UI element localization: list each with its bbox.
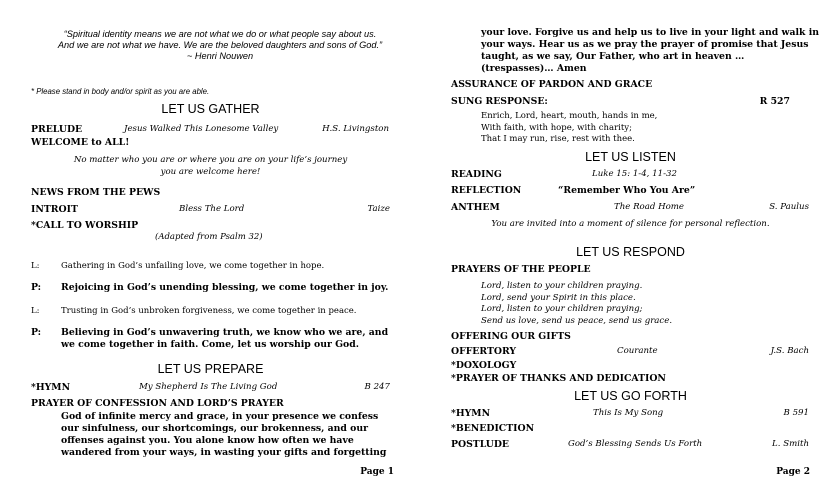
news-label: NEWS FROM THE PEWS [31,187,161,198]
offertory-title: Courante [617,346,658,356]
hymn-title: This Is My Song [593,408,664,418]
listen-header: LET US LISTEN [585,150,676,164]
sung-response-text [481,111,657,146]
page-number: Page 1 [360,467,394,477]
silence-note: You are invited into a moment of silence for personal reflection. [491,219,770,229]
welcome-line: No matter who you are or where you are on your life’s journey [73,155,348,165]
welcome-line: you are welcome here! [160,166,261,177]
thanks-label: *PRAYER OF THANKS AND DEDICATION [451,373,666,384]
liturgy-speaker: P: [31,282,42,293]
introit-composer: Taize [367,204,390,214]
liturgy-line: Trusting in God’s unbroken forgiveness, we come together in peace. [61,306,357,316]
anthem-composer: S. Paulus [769,202,809,212]
gather-header: LET US GATHER [161,102,260,116]
sung-line: With faith, with hope, with charity; [481,122,632,133]
hymn-label: *HYMN [31,382,71,393]
offering-label: OFFERING OUR GIFTS [451,331,571,342]
postlude-composer: L. Smith [772,439,809,449]
liturgy-line: Rejoicing in God’s unending blessing, we come together in joy. [61,282,389,293]
confession-line: your love. Forgive us and help us to live in your light and walk in [481,27,819,38]
liturgy-speaker: L: [31,306,40,316]
offertory-composer: J.S. Bach [770,346,809,356]
prepare-header: LET US PREPARE [157,362,264,376]
sung-line: Enrich, Lord, heart, mouth, hands in me, [481,111,658,121]
prayer-line: Send us love, send us peace, send us grace. [481,315,673,326]
hymn-title: My Shepherd Is The Living God [139,382,278,392]
adapted-note: (Adapted from Psalm 32) [155,232,263,242]
quote-line: “Spiritual identity means we are not what we do or what people say about us. [63,29,377,39]
hymn-number: B 247 [364,382,390,392]
confession-label: PRAYER OF CONFESSION AND LORD’S PRAYER [31,398,284,409]
confession-line: (trespasses)… Amen [481,63,587,74]
postlude-label: POSTLUDE [451,439,510,450]
prelude-label: PRELUDE [31,124,83,135]
confession-line: your ways. Hear us as we pray the prayer of promise that Jesus [481,39,809,50]
benediction-label: *BENEDICTION [451,423,535,434]
respond-header: LET US RESPOND [576,245,685,259]
welcome-label: WELCOME to ALL! [31,137,130,148]
prayer-line: Lord, send your Spirit in this place. [481,292,636,303]
assurance-label: ASSURANCE OF PARDON AND GRACE [451,79,653,90]
prelude-title: Jesus Walked This Lonesome Valley [124,124,279,134]
reading-reference: Luke 15: 1-4, 11-32 [592,169,677,179]
introit-title: Bless The Lord [179,204,245,214]
liturgy-line: Believing in God’s unwavering truth, we know who we are, and [61,327,389,338]
sung-line: That I may run, rise, rest with thee. [481,134,635,144]
confession-line: our sinfulness, our shortcomings, our brokenness, and our [61,423,369,434]
reflection-title: “Remember Who You Are” [558,185,696,196]
offertory-label: OFFERTORY [451,346,517,357]
prayer-line: Lord, listen to your children praying. [481,281,643,291]
sung-response-label: SUNG RESPONSE: [451,96,548,107]
reflection-label: REFLECTION [451,185,522,196]
confession-line: taught, as we say, Our Father, who art in heaven … [481,51,745,62]
introit-label: INTROIT [31,204,78,215]
call-to-worship-label: *CALL TO WORSHIP [31,220,139,231]
anthem-label: ANTHEM [451,202,500,213]
quote-line: And we are not what we have. We are the beloved daughters and sons of God.” [57,40,383,50]
anthem-title: The Road Home [614,202,684,212]
confession-line: wandered from your ways, in wasting your gifts and forgetting [61,447,387,458]
confession-continued [481,27,819,75]
welcome-text [31,155,390,178]
confession-text [61,411,386,459]
prayers-label: PRAYERS OF THE PEOPLE [451,264,591,275]
forth-header: LET US GO FORTH [574,389,687,403]
quote [20,29,420,62]
doxology-label: *DOXOLOGY [451,360,517,371]
stand-note: * Please stand in body and/or spirit as you are able. [31,87,210,96]
postlude-title: God’s Blessing Sends Us Forth [568,439,703,449]
reading-label: READING [451,169,502,180]
confession-line: offenses against you. You alone know how often we have [61,435,354,446]
confession-line: God of infinite mercy and grace, in your presence we confess [61,411,379,422]
hymn-number: B 591 [783,408,809,418]
prelude-composer: H.S. Livingston [322,124,389,134]
liturgy-speaker: P: [31,327,42,338]
hymn-label: *HYMN [451,408,491,419]
liturgy-line: Gathering in God’s unfailing love, we come together in hope. [61,261,325,271]
liturgy-line: we come together in faith. Come, let us worship our God. [61,339,359,350]
sung-response-number: R 527 [759,96,790,107]
page-number: Page 2 [776,467,810,477]
quote-attribution: ~ Henri Nouwen [186,51,254,61]
prayers-text [481,281,672,327]
liturgy-speaker: L: [31,261,40,271]
prayer-line: Lord, listen to your children praying; [481,304,643,314]
